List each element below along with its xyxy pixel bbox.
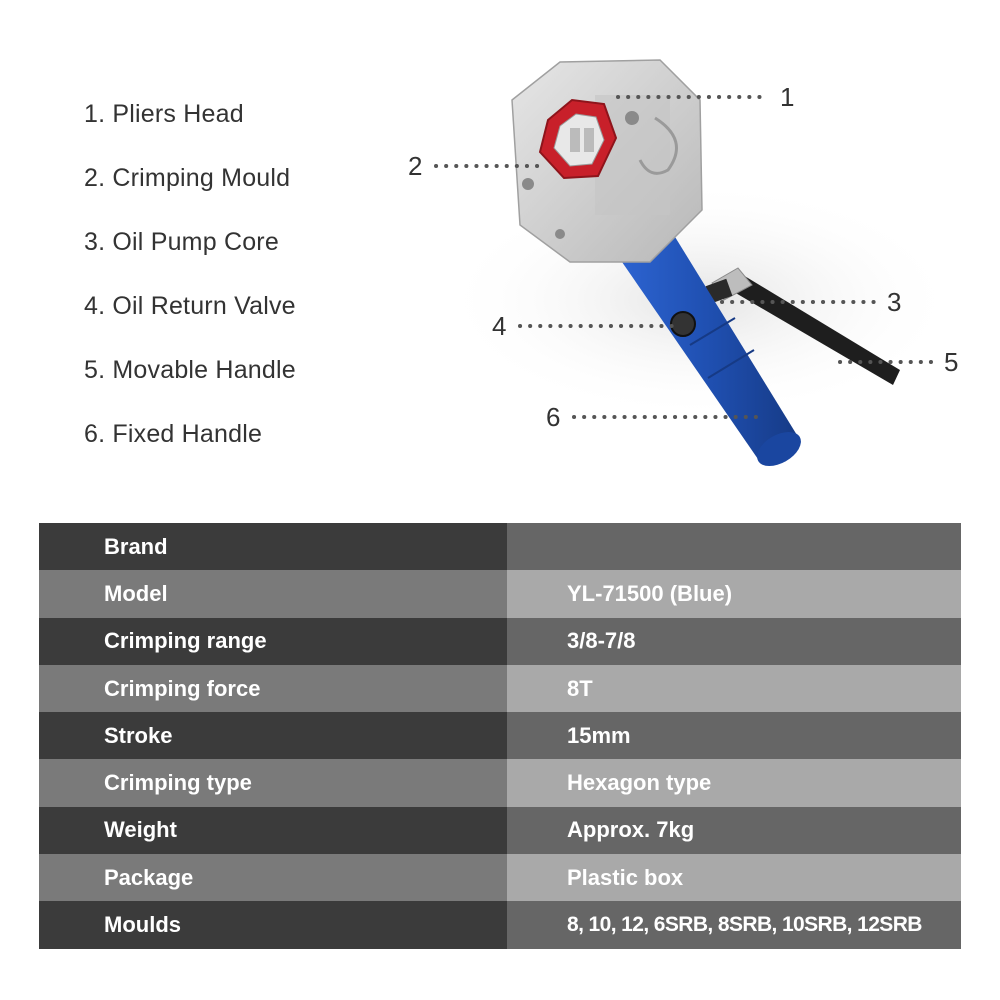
spec-value: Approx. 7kg	[507, 807, 961, 854]
part-item: 4. Oil Return Valve	[84, 292, 296, 320]
parts-list	[84, 96, 296, 480]
spec-value	[507, 523, 961, 570]
spec-value: Hexagon type	[507, 759, 961, 806]
table-row	[39, 618, 961, 665]
callout-number: 5	[944, 347, 959, 377]
callout-number: 6	[546, 402, 561, 432]
table-row	[39, 523, 961, 570]
table-row	[39, 712, 961, 759]
part-item: 2. Crimping Mould	[84, 164, 291, 192]
spec-value: 3/8-7/8	[507, 618, 961, 665]
spec-label: Stroke	[39, 712, 507, 759]
hydraulic-crimper-illustration	[380, 40, 980, 480]
spec-label: Crimping type	[39, 759, 507, 806]
spec-value: YL-71500 (Blue)	[507, 570, 961, 617]
spec-label: Package	[39, 854, 507, 901]
spec-label: Crimping range	[39, 618, 507, 665]
spec-value: 8, 10, 12, 6SRB, 8SRB, 10SRB, 12SRB	[507, 901, 961, 948]
spec-table	[39, 523, 961, 949]
table-row	[39, 901, 961, 948]
table-row	[39, 570, 961, 617]
spec-value: 15mm	[507, 712, 961, 759]
spec-value: Plastic box	[507, 854, 961, 901]
callout-number: 2	[408, 151, 423, 181]
spec-label: Brand	[39, 523, 507, 570]
table-row	[39, 807, 961, 854]
spec-label: Weight	[39, 807, 507, 854]
pliers-head	[512, 60, 702, 262]
callout-number: 1	[780, 82, 795, 112]
spec-label: Crimping force	[39, 665, 507, 712]
oil-return-valve-icon	[671, 312, 695, 336]
table-row	[39, 854, 961, 901]
part-item: 6. Fixed Handle	[84, 420, 263, 448]
part-item: 5. Movable Handle	[84, 356, 296, 384]
spec-label: Moulds	[39, 901, 507, 948]
table-row	[39, 759, 961, 806]
part-item: 1. Pliers Head	[84, 100, 244, 128]
callout-number: 4	[492, 311, 507, 341]
spec-value: 8T	[507, 665, 961, 712]
spec-label: Model	[39, 570, 507, 617]
callout-number: 3	[887, 287, 902, 317]
part-item: 3. Oil Pump Core	[84, 228, 279, 256]
table-row	[39, 665, 961, 712]
